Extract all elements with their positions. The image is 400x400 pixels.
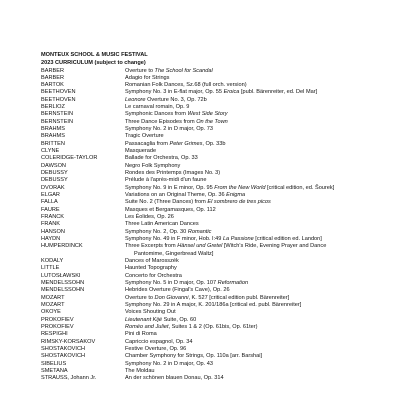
- list-item: [41, 111, 371, 118]
- work-text: Ballade for Orchestra, Op. 33: [125, 155, 198, 162]
- work-text: Symphony No. 2 in D major, Op. 73: [125, 126, 213, 133]
- work-italic-title: Eroica: [223, 89, 240, 96]
- list-item: [41, 317, 371, 324]
- composer-name: CLYNE: [41, 148, 60, 155]
- work-text: Overture to: [125, 67, 155, 74]
- work-italic-title: Reformation: [217, 280, 249, 287]
- list-item: [41, 331, 371, 338]
- list-item: [41, 287, 371, 294]
- work-title: [125, 133, 371, 140]
- composer-name: BEETHOVEN: [41, 89, 76, 96]
- work-title: [125, 346, 371, 353]
- work-title: [125, 214, 371, 221]
- work-text: Symphony No. 2 in D major, Op. 43: [125, 360, 213, 367]
- work-detail: Overture No. 3, Op. 72b: [145, 96, 207, 103]
- work-text: Pini di Roma: [125, 331, 157, 338]
- work-italic-title: From the New World: [214, 184, 266, 191]
- composer-name: DEBUSSY: [41, 170, 68, 177]
- work-title: [125, 368, 371, 375]
- work-text: Festive Overture, Op. 96: [125, 345, 187, 352]
- work-text: Tragic Overture: [125, 133, 164, 140]
- work-detail: , Suites 1 & 2 (Op. 61bis, Op. 61ter): [168, 323, 258, 330]
- work-text: Prélude à l'après-midi d'un faune: [125, 177, 207, 184]
- list-item: [41, 207, 371, 214]
- work-text: Capriccio espagnol, Op. 34: [125, 338, 193, 345]
- work-text: Three Latin American Dances: [125, 221, 199, 228]
- work-text: Negro Folk Symphony: [125, 162, 181, 169]
- work-text: Symphony No. 29 in A major, K. 201/186a [critical ed. publ. Bärenreiter]: [125, 302, 302, 308]
- list-item: [41, 89, 371, 96]
- list-item: [41, 75, 371, 82]
- composer-name: FRANK: [41, 221, 60, 228]
- list-item: [41, 163, 371, 170]
- work-title: [125, 265, 371, 272]
- composer-name: MOZART: [41, 294, 65, 301]
- work-title: [125, 339, 371, 346]
- composer-name: ELGAR: [41, 192, 60, 199]
- composer-name: MENDELSSOHN: [41, 287, 85, 294]
- work-title: [125, 199, 371, 206]
- work-detail: [critical edition, ed. Šourek]: [265, 184, 335, 191]
- list-item: [41, 368, 371, 375]
- list-item: [41, 221, 371, 228]
- list-item: [41, 324, 371, 331]
- work-title: [125, 375, 371, 382]
- composer-name: FALLA: [41, 199, 58, 206]
- work-italic-title: El sombrero de tres picos: [207, 199, 271, 206]
- composer-name: LUTOSŁAWSKI: [41, 272, 81, 279]
- work-title: [125, 163, 371, 170]
- work-title: [125, 273, 371, 280]
- list-item: [41, 119, 371, 126]
- composer-name: PROKOFIEV: [41, 316, 74, 323]
- composer-name: HANSON: [41, 228, 65, 235]
- list-item: [41, 375, 371, 382]
- work-title: [125, 68, 371, 75]
- work-text: Three Dance Episodes from: [125, 118, 197, 125]
- work-italic-title: Peter Grimes: [169, 140, 203, 147]
- list-item: [41, 265, 371, 272]
- composer-name: BEETHOVEN: [41, 96, 76, 103]
- work-text: The Moldau: [125, 367, 155, 374]
- composer-name: PROKOFIEV: [41, 323, 74, 330]
- list-item: [41, 199, 371, 206]
- work-detail: , K. 527 [critical edition publ. Bärenreiter]: [188, 294, 290, 301]
- composer-name: OKOYE: [41, 309, 61, 316]
- work-text: Symphony No. 3 in E-flat major, Op. 55: [125, 89, 224, 96]
- work-text: Les Éolides, Op. 26: [125, 214, 174, 221]
- list-item: [41, 309, 371, 316]
- work-text: An der schönen blauen Donau, Op. 314: [125, 375, 224, 382]
- composer-name: DEBUSSY: [41, 177, 68, 184]
- work-title: [125, 207, 371, 214]
- list-item: [41, 68, 371, 75]
- work-text: Variations on an Original Theme, Op. 36: [125, 192, 227, 199]
- work-title: [125, 170, 371, 177]
- work-title: [125, 229, 371, 236]
- composer-name: BRAHMS: [41, 126, 65, 133]
- work-title: [125, 280, 371, 287]
- work-title: [125, 89, 371, 96]
- work-italic-title: Enigma: [226, 192, 246, 199]
- work-title: [125, 126, 371, 133]
- work-title: [125, 82, 371, 89]
- work-title: [125, 185, 371, 192]
- work-text: Dances of Marosszék: [125, 258, 179, 265]
- list-item: [41, 302, 371, 309]
- work-text: Le carnaval romain, Op. 9: [125, 104, 190, 111]
- work-title: [125, 148, 371, 155]
- work-italic-title: Hänsel und Gretel: [177, 243, 223, 250]
- composer-name: HUMPERDINCK: [41, 243, 83, 250]
- work-text: Adagio for Strings: [125, 74, 170, 81]
- composer-name: RIMSKY-KORSAKOV: [41, 338, 96, 345]
- work-title: [125, 192, 371, 199]
- work-text: Concerto for Orchestra: [125, 272, 182, 279]
- work-italic-title: Lieutenant Kijé: [125, 316, 163, 323]
- work-detail: Suite, Op. 60: [162, 316, 197, 323]
- list-item: [41, 273, 371, 280]
- list-item: [41, 258, 371, 265]
- work-text: Hebrides Overture (Fingal's Cave), Op. 26: [125, 287, 230, 294]
- work-title: [125, 243, 371, 258]
- composer-name: COLERIDGE-TAYLOR: [41, 155, 98, 162]
- work-text: Symphonic Dances from: [125, 111, 188, 118]
- composer-name: BARBER: [41, 67, 65, 74]
- list-item: [41, 82, 371, 89]
- list-item: [41, 133, 371, 140]
- composer-name: DAWSON: [41, 162, 66, 169]
- work-title: [125, 177, 371, 184]
- work-title: [125, 287, 371, 294]
- composer-name: MOZART: [41, 302, 65, 308]
- work-detail: , Op. 33b: [202, 140, 226, 147]
- composer-name: BRAHMS: [41, 133, 65, 140]
- work-italic-title: Romantic: [187, 228, 212, 235]
- composer-name: BARBER: [41, 74, 65, 81]
- work-title: [125, 317, 371, 324]
- list-item: [41, 148, 371, 155]
- work-detail: [publ. Bärenreiter, ed. Del Mar]: [239, 89, 318, 96]
- work-title: [125, 97, 371, 104]
- work-text: Overture to: [125, 294, 155, 301]
- work-italic-title: La Passione: [222, 236, 254, 243]
- composer-name: BARTÓK: [41, 82, 64, 89]
- composer-name: HAYDN: [41, 236, 61, 243]
- work-title: [125, 361, 371, 368]
- composer-name: BRITTEN: [41, 140, 65, 147]
- list-item: [41, 155, 371, 162]
- work-title: [125, 302, 371, 309]
- composer-name: FAURÉ: [41, 206, 60, 213]
- list-item: [41, 229, 371, 236]
- work-italic-title: West Side Story: [187, 111, 228, 118]
- work-text: Symphony No. 5 in D major, Op. 107: [125, 280, 218, 287]
- work-italic-title: Roméo and Juliet: [125, 323, 169, 330]
- composer-name: STRAUSS, Johann Jr.: [41, 375, 97, 382]
- work-detail: [critical edition ed. Landon]: [253, 236, 322, 243]
- composer-name: FRANCK: [41, 214, 64, 221]
- work-title: [125, 353, 371, 360]
- work-title: [125, 258, 371, 265]
- composer-name: RESPIGHI: [41, 331, 68, 338]
- composer-name: LITTLE: [41, 265, 60, 272]
- list-item: [41, 214, 371, 221]
- work-title: [125, 155, 371, 162]
- composer-name: SHOSTAKOVICH: [41, 353, 86, 360]
- list-item: [41, 177, 371, 184]
- work-title: [125, 324, 371, 331]
- work-italic-title: Leonore: [125, 96, 146, 103]
- list-item: [41, 104, 371, 111]
- work-text: Suite No. 2 (Three Dances) from: [125, 199, 208, 206]
- work-title: [125, 309, 371, 316]
- list-item: [41, 126, 371, 133]
- list-item: [41, 339, 371, 346]
- list-item: [41, 192, 371, 199]
- list-item: [41, 353, 371, 360]
- work-title: [125, 111, 371, 118]
- composer-name: SHOSTAKOVICH: [41, 345, 86, 352]
- composer-name: BERNSTEIN: [41, 111, 74, 118]
- composer-name: MENDELSSOHN: [41, 280, 85, 287]
- document-title: MONTEUX SCHOOL & MUSIC FESTIVAL: [41, 52, 148, 58]
- work-title: [125, 141, 371, 148]
- work-title: [125, 104, 371, 111]
- list-item: [41, 295, 371, 302]
- composer-name: KODÁLY: [41, 258, 64, 265]
- work-text: Chamber Symphony for Strings, Op. 110a [arr. Barshai]: [125, 353, 263, 360]
- list-item: [41, 346, 371, 353]
- work-text: Voices Shouting Out: [125, 309, 176, 316]
- work-text: Romanian Folk Dances, Sz.68 (full orch. version): [125, 82, 247, 89]
- composer-name: DVOŘÁK: [41, 184, 65, 191]
- composer-name: SMETANA: [41, 367, 68, 374]
- work-text: Rondes des Printemps (Images No. 3): [125, 170, 221, 177]
- composer-name: BERNSTEIN: [41, 118, 74, 125]
- list-item: [41, 170, 371, 177]
- list-item: [41, 185, 371, 192]
- work-text: Masquerade: [125, 148, 157, 155]
- work-text: Masques et Bergamasques, Op. 112: [125, 206, 216, 213]
- list-item: [41, 280, 371, 287]
- work-italic-title: Don Giovanni: [154, 294, 189, 301]
- work-title: [125, 331, 371, 338]
- work-text: Three Excerpts from: [125, 243, 178, 250]
- work-title: [125, 75, 371, 82]
- work-text: Haunted Topography: [125, 265, 177, 272]
- work-title: [125, 221, 371, 228]
- work-italic-title: The School for Scandal: [154, 67, 213, 74]
- work-text: Symphony No. 49 in F minor, Hob. I:49: [125, 236, 223, 243]
- work-title: [125, 119, 371, 126]
- composer-name: BERLIOZ: [41, 104, 65, 111]
- list-item: [41, 361, 371, 368]
- work-italic-title: On the Town: [196, 118, 228, 125]
- list-item: [41, 97, 371, 104]
- work-detail-continued: Pantomime, Gingerbread Waltz]: [134, 250, 214, 257]
- list-item: [41, 243, 371, 258]
- list-item: [41, 141, 371, 148]
- work-title: [125, 236, 371, 243]
- composer-name: SIBELIUS: [41, 360, 67, 367]
- work-detail: [Witch's Ride, Evening Prayer and Dance: [222, 243, 327, 250]
- work-text: Symphony No. 2, Op. 30: [125, 228, 188, 235]
- work-title: [125, 295, 371, 302]
- work-text: Symphony No. 9 in E minor, Op. 95: [125, 184, 215, 191]
- document-subtitle: 2023 CURRICULUM (subject to change): [41, 59, 146, 66]
- repertoire-list: [41, 68, 371, 383]
- list-item: [41, 236, 371, 243]
- work-text: Passacaglia from: [125, 140, 170, 147]
